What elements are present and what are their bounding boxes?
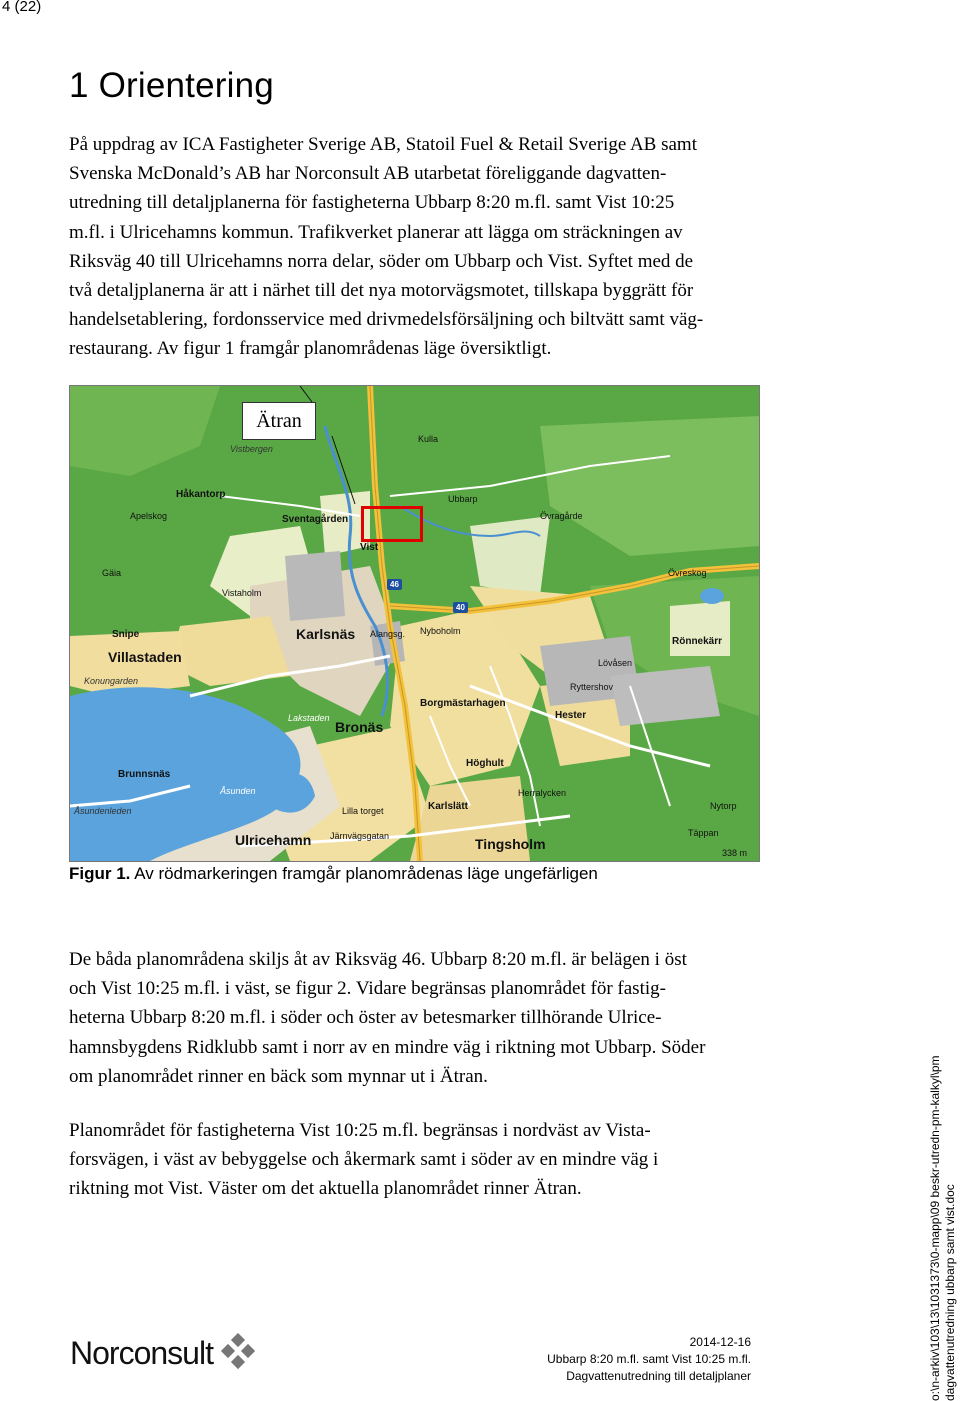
map-label: Åsunden — [220, 786, 256, 796]
norconsult-logo — [70, 1333, 259, 1373]
intro-line: restaurang. Av figur 1 framgår planområdenas läge översiktligt. — [69, 338, 552, 360]
footer-info — [547, 1334, 751, 1385]
section-heading: 1 Orientering — [69, 66, 274, 105]
paragraph-vist — [69, 1116, 769, 1204]
map-label: Ulricehamn — [235, 832, 312, 848]
map-scale: 338 m — [722, 848, 748, 858]
map-graphic — [70, 386, 759, 861]
page-number: 4 (22) — [2, 0, 42, 15]
map-label: Apelskog — [130, 511, 168, 521]
paragraph-line: forsvägen, i väst av bebyggelse och åkermark samt i söder av en mindre väg i — [69, 1149, 659, 1171]
map-label: Tingsholm — [475, 836, 546, 852]
map-label: Borgmästarhagen — [420, 698, 506, 709]
plan-area-marker — [361, 506, 423, 542]
map-label: Gäia — [102, 568, 122, 578]
paragraph-boundaries — [69, 945, 769, 1091]
map-label: Brunnsnäs — [118, 769, 171, 780]
map-label: Järnvägsgatan — [330, 831, 390, 841]
map-label: Håkantorp — [176, 489, 226, 500]
paragraph-line: och Vist 10:25 m.fl. i väst, se figur 2. Vidare begränsas planområdet för fastig- — [69, 978, 666, 1000]
file-path-margin — [928, 1055, 960, 1401]
footer-doc-title: Dagvattenutredning till detaljplaner — [566, 1369, 751, 1383]
map-label: Konungarden — [84, 676, 139, 686]
paragraph-line: Planområdet för fastigheterna Vist 10:25 m.fl. begränsas i nordväst av Vista- — [69, 1120, 651, 1141]
logo-mark-icon — [219, 1333, 259, 1373]
figure-caption-text: Av rödmarkeringen framgår planområdenas läge ungefärligen — [130, 864, 598, 883]
paragraph-line: om planområdet rinner en bäck som mynnar ut i Ätran. — [69, 1065, 488, 1087]
road-40-sign: 40 — [453, 602, 468, 613]
paragraph-line: De båda planområdena skiljs åt av Riksväg 46. Ubbarp 8:20 m.fl. är belägen i öst — [69, 949, 687, 970]
orientation-map — [69, 385, 760, 862]
figure-caption — [69, 864, 598, 884]
logo-text: Norconsult — [70, 1334, 213, 1371]
intro-line: utredning till detaljplanerna för fastigheterna Ubbarp 8:20 m.fl. samt Vist 10:25 — [69, 192, 675, 214]
map-label: Ubbarp — [448, 494, 478, 504]
figure-label: Figur 1. — [69, 864, 131, 883]
map-label: Villastaden — [108, 649, 182, 665]
map-label: Lövåsen — [598, 658, 633, 668]
map-label: Lilla torget — [342, 806, 384, 816]
footer-date: 2014-12-16 — [689, 1335, 751, 1349]
atran-callout: Ätran — [242, 402, 316, 440]
intro-line: På uppdrag av ICA Fastigheter Sverige AB, Statoil Fuel & Retail Sverige AB samt — [69, 134, 697, 155]
intro-paragraph — [69, 130, 769, 364]
footer-project: Ubbarp 8:20 m.fl. samt Vist 10:25 m.fl. — [547, 1352, 751, 1366]
intro-line: två detaljplanerna är att i närhet till det nya motorvägsmotet, tillskapa byggrätt för — [69, 280, 694, 302]
map-label: Karlslätt — [428, 801, 469, 812]
file-path-line: dagvattenutredning ubbarp samt vist.doc — [943, 1184, 957, 1401]
map-label: Höghult — [466, 758, 504, 769]
map-label: Alangsg. — [370, 629, 406, 639]
map-label: Övreskog — [668, 568, 707, 578]
road-46-sign: 46 — [387, 579, 402, 590]
map-label: Bronäs — [335, 719, 384, 735]
paragraph-line: hamnsbygdens Ridklubb samt i norr av en mindre väg i riktning mot Ubbarp. Söder — [69, 1036, 706, 1058]
intro-line: Riksväg 40 till Ulricehamns norra delar, söder om Ubbarp och Vist. Syftet med de — [69, 250, 694, 272]
map-label: Kulla — [418, 434, 439, 444]
map-label: Herralycken — [518, 788, 567, 798]
map-label: Snipe — [112, 629, 140, 640]
map-label: Hester — [555, 710, 587, 721]
paragraph-line: heterna Ubbarp 8:20 m.fl. i söder och öster av betesmarker tillhörande Ulrice- — [69, 1007, 662, 1029]
intro-line: handelsetablering, fordonsservice med drivmedelsförsäljning och biltvätt samt väg- — [69, 309, 704, 331]
paragraph-line: riktning mot Vist. Väster om det aktuella planområdet rinner Ätran. — [69, 1178, 582, 1200]
map-label: Nyboholm — [420, 626, 461, 636]
map-label: Nytorp — [710, 801, 737, 811]
intro-line: m.fl. i Ulricehamns kommun. Trafikverket planerar att lägga om sträckningen av — [69, 221, 683, 243]
file-path-line: o:\n-arkiv\103\13\1031373\0-mapp\09 beskr-utredn-pm-kalkyl\pm — [928, 1055, 942, 1401]
map-label: Vistaholm — [222, 588, 262, 598]
map-label: Ryttershov — [570, 682, 614, 692]
map-label: Sventagården — [282, 514, 349, 525]
map-label: Rönnekärr — [672, 636, 723, 647]
map-label: Lakstaden — [288, 713, 330, 723]
map-label: Vistbergen — [230, 444, 273, 454]
map-label: Vist — [360, 542, 379, 553]
intro-line: Svenska McDonald’s AB har Norconsult AB utarbetat föreliggande dagvatten- — [69, 163, 667, 185]
map-label: Övragårde — [540, 511, 583, 521]
map-label: Karlsnäs — [296, 626, 356, 642]
map-label: Täppan — [688, 828, 719, 838]
map-label: Åsundenleden — [74, 806, 132, 816]
